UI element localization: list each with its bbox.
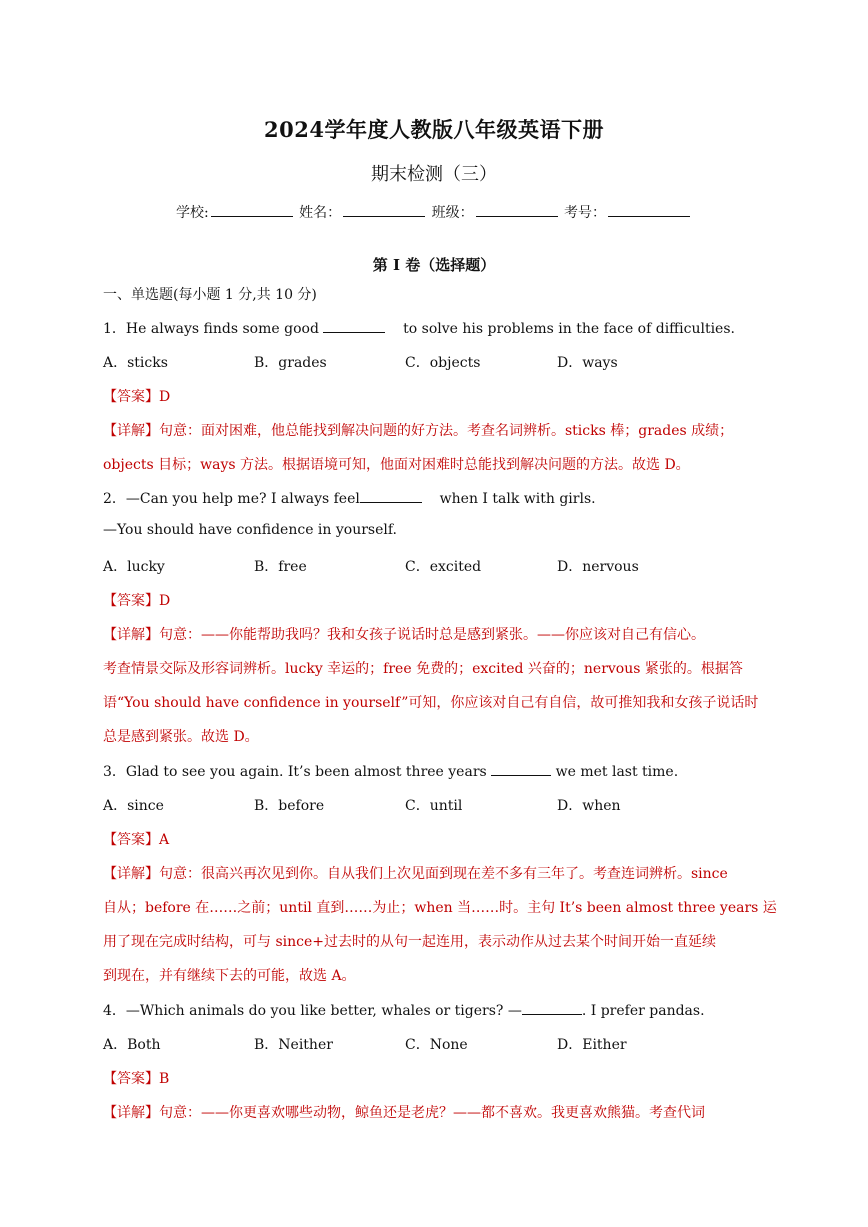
document-title: 2024学年度人教版八年级英语下册	[264, 117, 604, 142]
question-4-stem-a: 4．—Which animals do you like better, whales or tigers? —	[103, 1003, 522, 1019]
exam-no-blank[interactable]	[608, 204, 690, 217]
question-3-detail-line-1: 【详解】句意：很高兴再次见到你。自从我们上次见面到现在差不多有三年了。考查连词辨析。since	[103, 866, 728, 882]
question-2-option-c: C．excited	[405, 559, 482, 575]
question-1-option-d: D．ways	[557, 355, 618, 371]
name-label: 姓名：	[299, 205, 342, 221]
section-heading: 一、单选题(每小题 1 分,共 10 分)	[103, 287, 317, 303]
question-4-option-c: C．None	[405, 1037, 468, 1053]
school-label: 学校:	[175, 205, 209, 221]
question-4-option-a: A．Both	[103, 1037, 161, 1053]
question-1-stem-b: to solve his problems in the face of difficulties.	[403, 321, 735, 337]
question-3-option-c: C．until	[405, 798, 463, 814]
question-2-detail-line-2: 考查情景交际及形容词辨析。lucky 幸运的；free 免费的；excited 兴奋的；nervous 紧张的。根据答	[103, 661, 743, 677]
question-2-stem-b: when I talk with girls.	[439, 491, 596, 507]
question-3-detail-line-3: 用了现在完成时结构，可与 since+过去时的从句一起连用，表示动作从过去某个时间开始一直延续	[103, 934, 716, 950]
question-1-stem-a: 1．He always finds some good	[103, 321, 319, 337]
document-subtitle: 期末检测（三）	[371, 164, 497, 185]
part-title: 第 I 卷（选择题）	[372, 256, 496, 274]
question-1-option-b: B．grades	[254, 355, 327, 371]
question-1-option-a: A．sticks	[103, 355, 168, 371]
question-3-option-d: D．when	[557, 798, 621, 814]
question-2-option-a: A．lucky	[103, 559, 165, 575]
question-3-answer: 【答案】A	[103, 832, 170, 848]
school-blank[interactable]	[211, 204, 293, 217]
question-3-stem	[103, 761, 678, 781]
question-1-stem	[103, 318, 735, 338]
question-3-option-b: B．before	[254, 798, 325, 814]
question-2-detail-line-4: 总是感到紧张。故选 D。	[103, 729, 259, 745]
question-4-blank	[522, 1002, 582, 1015]
question-2-stem	[103, 488, 596, 508]
question-2-blank	[360, 490, 422, 503]
question-1-blank	[323, 320, 385, 333]
question-1-answer: 【答案】D	[103, 389, 171, 405]
question-3-blank	[491, 763, 551, 776]
student-info-fields	[0, 202, 868, 222]
question-2-option-b: B．free	[254, 559, 307, 575]
question-3-detail-line-2: 自从；before 在……之前；until 直到……为止；when 当……时。主句 It’s been almost three years 运	[103, 900, 777, 916]
class-blank[interactable]	[476, 204, 558, 217]
question-1-detail-line-2: objects 目标；ways 方法。根据语境可知，他面对困难时总能找到解决问题的方法。故选 D。	[103, 457, 690, 473]
question-1-detail-line-1: 【详解】句意：面对困难，他总能找到解决问题的好方法。考查名词辨析。sticks 棒；grades 成绩；	[103, 423, 734, 439]
question-2-answer: 【答案】D	[103, 593, 171, 609]
question-3-option-a: A．since	[103, 798, 164, 814]
name-blank[interactable]	[343, 204, 425, 217]
question-4-option-b: B．Neither	[254, 1037, 333, 1053]
question-3-stem-b: we met last time.	[555, 764, 679, 780]
question-2-detail-line-3: 语“You should have confidence in yourself”可知，你应该对自己有自信，故可推知我和女孩子说话时	[103, 695, 759, 711]
question-4-detail-line-1: 【详解】句意：——你更喜欢哪些动物，鲸鱼还是老虎？——都不喜欢。我更喜欢熊猫。考查代词	[103, 1105, 705, 1121]
question-4-stem	[103, 1000, 705, 1020]
question-2-detail-line-1: 【详解】句意：——你能帮助我吗？我和女孩子说话时总是感到紧张。——你应该对自己有信心。	[103, 627, 705, 643]
question-3-detail-line-4: 到现在，并有继续下去的可能，故选 A。	[103, 968, 356, 984]
question-2-response: —You should have confidence in yourself.	[103, 522, 397, 538]
question-4-option-d: D．Either	[557, 1037, 627, 1053]
question-2-option-d: D．nervous	[557, 559, 639, 575]
exam-no-label: 考号：	[564, 205, 607, 221]
class-label: 班级：	[431, 205, 474, 221]
question-4-stem-b: . I prefer pandas.	[581, 1003, 705, 1019]
question-4-answer: 【答案】B	[103, 1071, 170, 1087]
question-2-stem-a: 2．—Can you help me? I always feel	[103, 491, 360, 507]
question-3-stem-a: 3．Glad to see you again. It’s been almost three years	[103, 764, 487, 780]
question-1-option-c: C．objects	[405, 355, 481, 371]
